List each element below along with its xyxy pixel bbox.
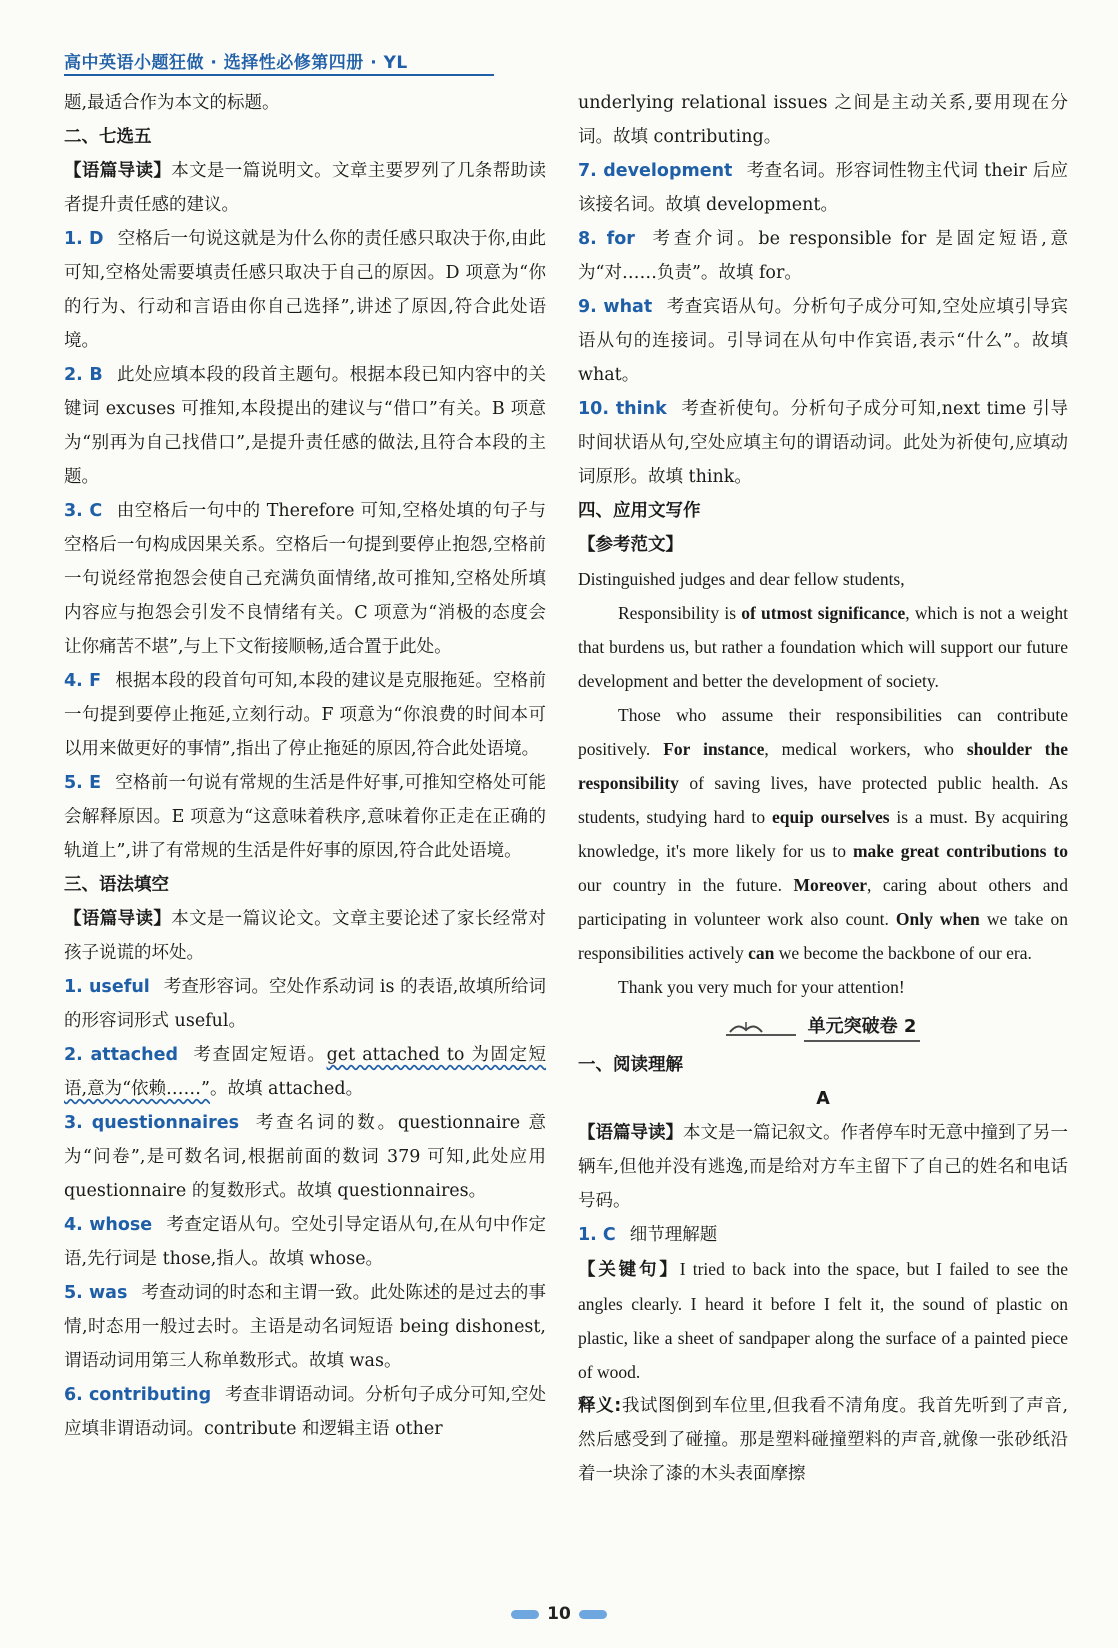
answer-item — [64, 222, 546, 358]
explanation: 考查名词。形容词性物主代词 their 后应该接名词。故填 development。 — [578, 161, 1069, 215]
answer-key: 8. for — [578, 229, 635, 249]
model-essay — [578, 562, 1068, 1004]
section-2-guide — [64, 154, 546, 222]
grammar-item — [578, 290, 1068, 392]
answer-key: 2. B — [64, 365, 103, 385]
answer-key: 6. contributing — [64, 1385, 212, 1405]
answer-key: 5. was — [64, 1283, 128, 1303]
explanation: 考查祈使句。分析句子成分可知,next time 引导时间状语从句,空处应填主句的谓语动词。此处为祈使句,应填动词原形。故填 think。 — [578, 399, 1069, 487]
answer-item — [64, 664, 546, 766]
essay-greeting: Distinguished judges and dear fellow students, — [578, 569, 905, 589]
book-icon — [726, 1018, 796, 1036]
explanation: 根据本段的段首句可知,本段的建议是克服拖延。空格前一句提到要停止拖延,立刻行动。F 项意为“你浪费的时间本可以用来做更好的事情”,指出了停止拖延的原因,符合此处语境。 — [64, 671, 547, 759]
grammar-item — [578, 222, 1068, 290]
guide-text: 本文是一篇议论文。文章主要论述了家长经常对孩子说谎的坏处。 — [64, 909, 547, 963]
guide-text: 本文是一篇说明文。文章主要罗列了几条帮助读者提升责任感的建议。 — [64, 161, 547, 215]
reading-item — [578, 1218, 1068, 1252]
section-3-title: 三、语法填空 — [64, 875, 169, 895]
grammar-item — [64, 1276, 546, 1378]
unit-title: 单元突破卷 2 — [578, 1010, 1068, 1044]
translation: 释义:我试图倒到车位里,但我看不清角度。我首先听到了声音,然后感受到了碰撞。那是塑料碰撞塑料的声音,就像一张砂纸沿着一块涂了漆的木头表面摩擦 — [578, 1396, 1069, 1484]
explanation: 由空格后一句中的 Therefore 可知,空格处填的句子与空格后一句构成因果关系。空格后一句提到要停止抱怨,空格前一句说经常抱怨会使自己充满负面情绪,故可推知,空格处所填内容应与抱怨会引发不良情绪有关。C 项意为“消极的态度会让你痛苦不堪”,与上下文衔接顺畅,适合置于此处。 — [64, 501, 547, 657]
grammar-item — [64, 1106, 546, 1208]
answer-key: 4. whose — [64, 1215, 153, 1235]
explanation: 此处应填本段的段首主题句。根据本段已知内容中的关键词 excuses 可推知,本段提出的建议与“借口”有关。B 项意为“别再为自己找借口”,是提升责任感的做法,且符合本段的主题。 — [64, 365, 546, 487]
reading-guide: 【语篇导读】本文是一篇记叙文。作者停车时无意中撞到了另一辆车,但他并没有逃逸,而是给对方车主留下了自己的姓名和电话号码。 — [578, 1123, 1068, 1211]
explanation: 考查定语从句。空处引导定语从句,在从句中作定语,先行词是 those,指人。故填 whose。 — [64, 1215, 547, 1269]
answer-key: 1. useful — [64, 977, 150, 997]
question-type: 细节理解题 — [629, 1225, 718, 1245]
running-header: 高中英语小题狂做 · 选择性必修第四册 · YL — [64, 53, 408, 73]
grammar-item — [578, 392, 1068, 494]
guide-label: 【语篇导读】 — [64, 909, 172, 929]
answer-item — [64, 766, 546, 868]
explanation: 空格后一句说这就是为什么你的责任感只取决于你,由此可知,空格处需要填责任感只取决于自己的原因。D 项意为“你的行为、行动和言语由你自己选择”,讲述了原因,符合此处语境。 — [64, 229, 547, 351]
key-sentence: 【关键句】I tried to back into the space, but I failed to see the angles clearly. I heard it before I felt it, the sound of plastic on plastic, like a sheet of sandpaper along the surface of a painted piece of wood. — [578, 1259, 1069, 1382]
footer-decoration-left — [511, 1610, 539, 1619]
answer-item — [64, 358, 546, 494]
essay-paragraph-2: Those who assume their responsibilities can contribute positively. For instance, medical workers, who shoulder the responsibility of saving lives, have protected public health. As students, studying hard to equip ourselves is a must. By acquiring knowledge, it's more likely for us to make great contributions to our country in the future. Moreover, caring about others and participating in volunteer work also count. Only when we take on responsibilities actively can we become the backbone of our era. — [578, 705, 1069, 963]
section-2-title: 二、七选五 — [64, 127, 152, 147]
section-1-title: 一、阅读理解 — [578, 1055, 683, 1075]
explanation: 空格前一句说有常规的生活是件好事,可推知空格处可能会解释原因。E 项意为“这意味着秩序,意味着你正走在正确的轨道上”,讲了有常规的生活是件好事的原因,符合此处语境。 — [64, 773, 547, 861]
answer-item — [64, 494, 546, 664]
section-4-title: 四、应用文写作 — [578, 501, 701, 521]
grammar-item: 2. attached 考查固定短语。get attached to 为固定短语,意为“依赖……”。故填 attached。 — [64, 1045, 547, 1099]
essay-closing: Thank you very much for your attention! — [618, 977, 905, 997]
explanation: 考查介词。be responsible for 是固定短语,意为“对……负责”。故填 for。 — [578, 229, 1068, 283]
answer-key: 5. E — [64, 773, 102, 793]
model-essay-label: 【参考范文】 — [578, 535, 683, 555]
left-column — [64, 86, 546, 1446]
page-number: 10 — [547, 1604, 571, 1624]
wavy-underline-note: get attached to 为固定短语,意为“依赖……” — [64, 1045, 547, 1099]
explanation: 考查形容词。空处作系动词 is 的表语,故填所给词的形容词形式 useful。 — [64, 977, 547, 1031]
page-footer — [0, 1604, 1118, 1624]
grammar-item — [64, 1378, 546, 1446]
explanation: 考查名词的数。questionnaire 意为“问卷”,是可数名词,根据前面的数词 379 可知,此处应用 questionnaire 的复数形式。故填 questionnaires。 — [64, 1113, 546, 1201]
answer-key: 4. F — [64, 671, 102, 691]
essay-paragraph-1: Responsibility is of utmost significance, which is not a weight that burdens us, but rather a foundation which will support our future development and better the development of society. — [578, 603, 1068, 691]
answer-key: 10. think — [578, 399, 667, 419]
answer-key: 1. D — [64, 229, 104, 249]
section-3-guide — [64, 902, 546, 970]
intro-end: 题,最适合作为本文的标题。 — [64, 93, 280, 113]
part-label: A — [816, 1089, 830, 1109]
answer-key: 7. development — [578, 161, 733, 181]
footer-decoration-right — [579, 1610, 607, 1619]
continued-explanation: underlying relational issues 之间是主动关系,要用现在分词。故填 contributing。 — [578, 93, 1068, 147]
header-rule — [64, 74, 494, 76]
explanation: 考查宾语从句。分析句子成分可知,空处应填引导宾语从句的连接词。引导词在从句中作宾语,表示“什么”。故填 what。 — [578, 297, 1069, 385]
guide-label: 【语篇导读】 — [64, 161, 172, 181]
answer-key: 9. what — [578, 297, 653, 317]
answer-key: 2. attached — [64, 1045, 179, 1065]
answer-key: 3. questionnaires — [64, 1113, 240, 1133]
explanation: 考查动词的时态和主谓一致。此处陈述的是过去的事情,时态用一般过去时。主语是动名词短语 being dishonest,谓语动词用第三人称单数形式。故填 was。 — [64, 1283, 547, 1371]
grammar-item — [64, 1208, 546, 1276]
grammar-item — [578, 154, 1068, 222]
answer-key: 1. C — [578, 1225, 616, 1245]
answer-key: 3. C — [64, 501, 103, 521]
right-column — [578, 86, 1068, 1491]
grammar-item — [64, 970, 546, 1038]
explanation: 考查非谓语动词。分析句子成分可知,空处应填非谓语动词。contribute 和逻辑主语 other — [64, 1385, 546, 1439]
